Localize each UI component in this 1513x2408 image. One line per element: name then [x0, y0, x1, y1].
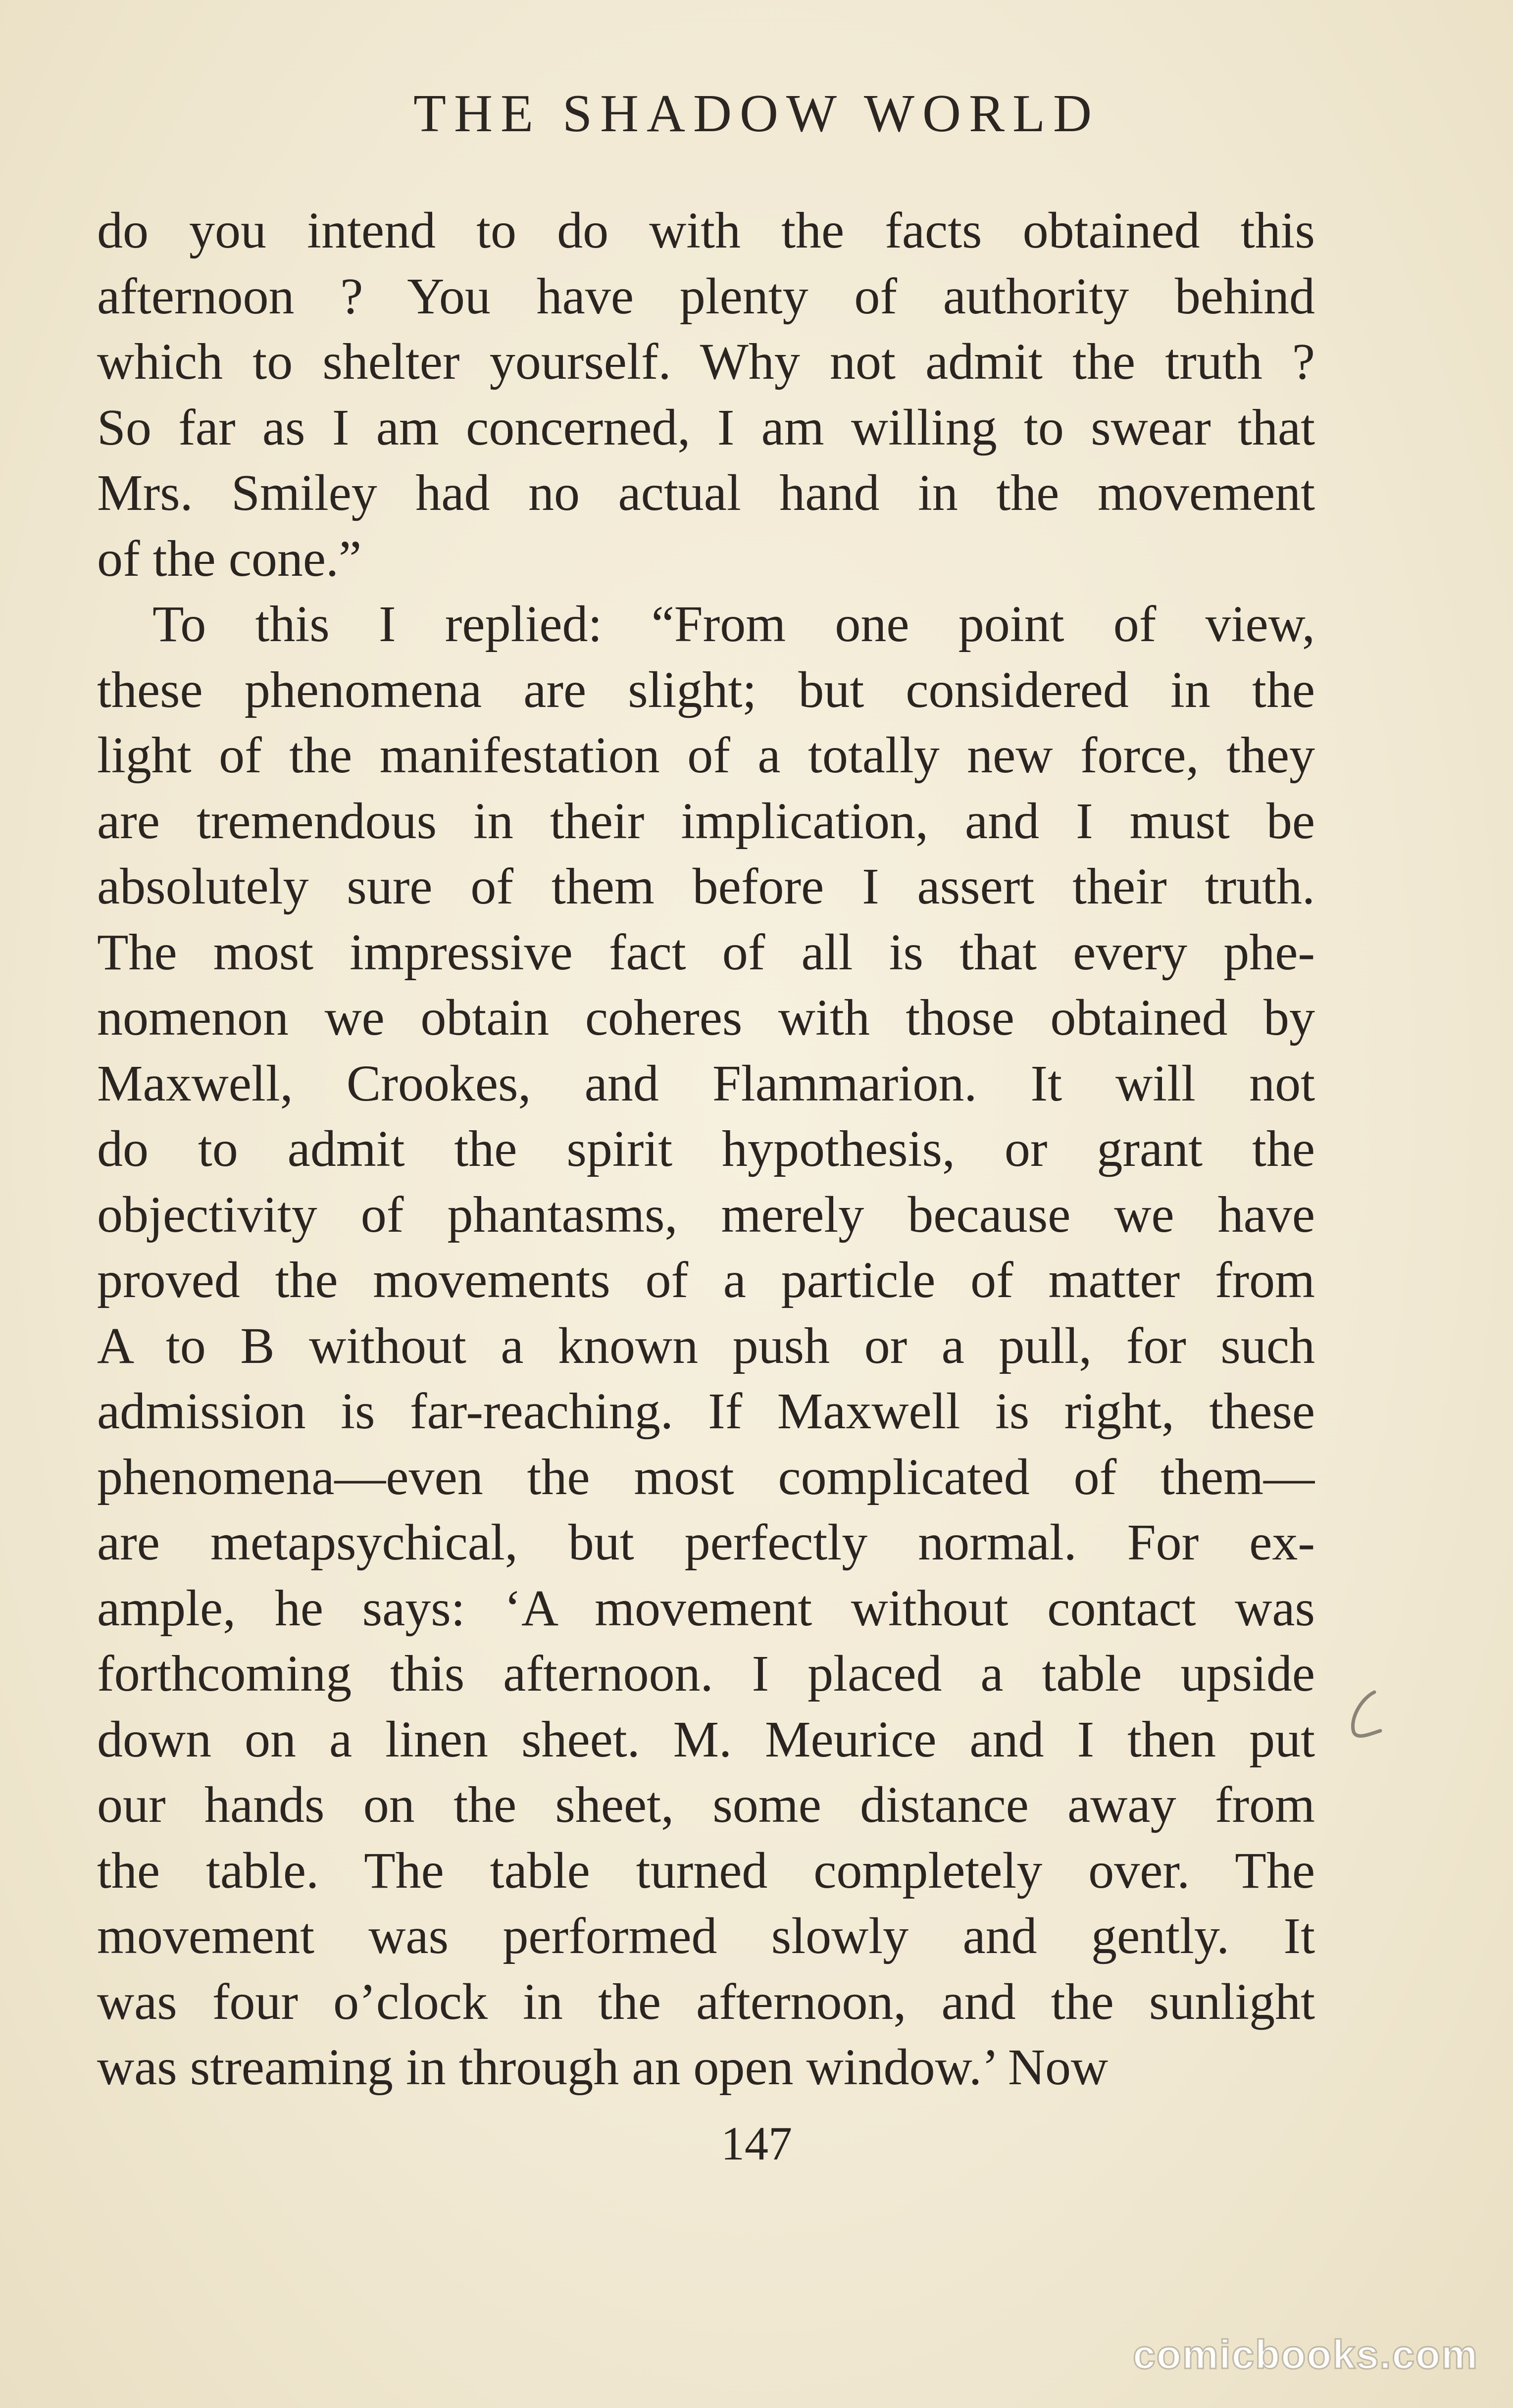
text-line: admission is far-reaching. If Maxwell is right, these [97, 1383, 1315, 1440]
text-line: A to B without a known push or a pull, for such [97, 1317, 1315, 1374]
text-line: To this I replied: “From one point of view, [152, 596, 1315, 652]
text-line: of the cone.” [97, 530, 362, 587]
text-line: phenomena—even the most complicated of them— [97, 1448, 1315, 1505]
text-line: movement was performed slowly and gently. It [97, 1907, 1315, 1964]
text-line: the table. The table turned completely over. The [97, 1842, 1315, 1899]
text-line: which to shelter yourself. Why not admit the truth ? [97, 333, 1315, 390]
text-line: do you intend to do with the facts obtained this [97, 202, 1315, 259]
text-line: light of the manifestation of a totally new force, they [97, 727, 1315, 784]
text-line: The most impressive fact of all is that every phe- [97, 923, 1315, 981]
text-line: are tremendous in their implication, and I must be [97, 792, 1315, 850]
text-line: our hands on the sheet, some distance away from [97, 1776, 1315, 1833]
text-line: afternoon ? You have plenty of authority behind [97, 267, 1315, 325]
margin-pencil-mark [1340, 1683, 1389, 1748]
text-line: was streaming in through an open window.’ Now [97, 2039, 1109, 2096]
text-line: are metapsychical, but perfectly normal. For ex- [97, 1514, 1315, 1571]
text-line: Maxwell, Crookes, and Flammarion. It will not [97, 1054, 1315, 1112]
text-line: proved the movements of a particle of matter from [97, 1252, 1315, 1308]
text-line: ample, he says: ‘A movement without contact was [97, 1579, 1315, 1637]
text-line: So far as I am concerned, I am willing to swear that [97, 399, 1315, 456]
text-line: down on a linen sheet. M. Meurice and I then put [97, 1710, 1315, 1768]
watermark: comicbooks.com [1133, 2332, 1478, 2377]
page-number: 147 [721, 2117, 792, 2170]
text-line: nomenon we obtain coheres with those obtained by [97, 989, 1315, 1046]
text-line: these phenomena are slight; but considered in the [97, 661, 1315, 718]
running-head: THE SHADOW WORLD [413, 84, 1100, 143]
text-line: do to admit the spirit hypothesis, or grant the [97, 1120, 1315, 1177]
text-line: forthcoming this afternoon. I placed a table upside [97, 1645, 1315, 1702]
text-line: was four o’clock in the afternoon, and the sunlight [97, 1973, 1315, 2030]
body-text [97, 198, 1315, 2101]
text-line: Mrs. Smiley had no actual hand in the movement [97, 464, 1315, 521]
text-line: absolutely sure of them before I assert their truth. [97, 858, 1315, 915]
text-line: objectivity of phantasms, merely because we have [97, 1186, 1315, 1243]
